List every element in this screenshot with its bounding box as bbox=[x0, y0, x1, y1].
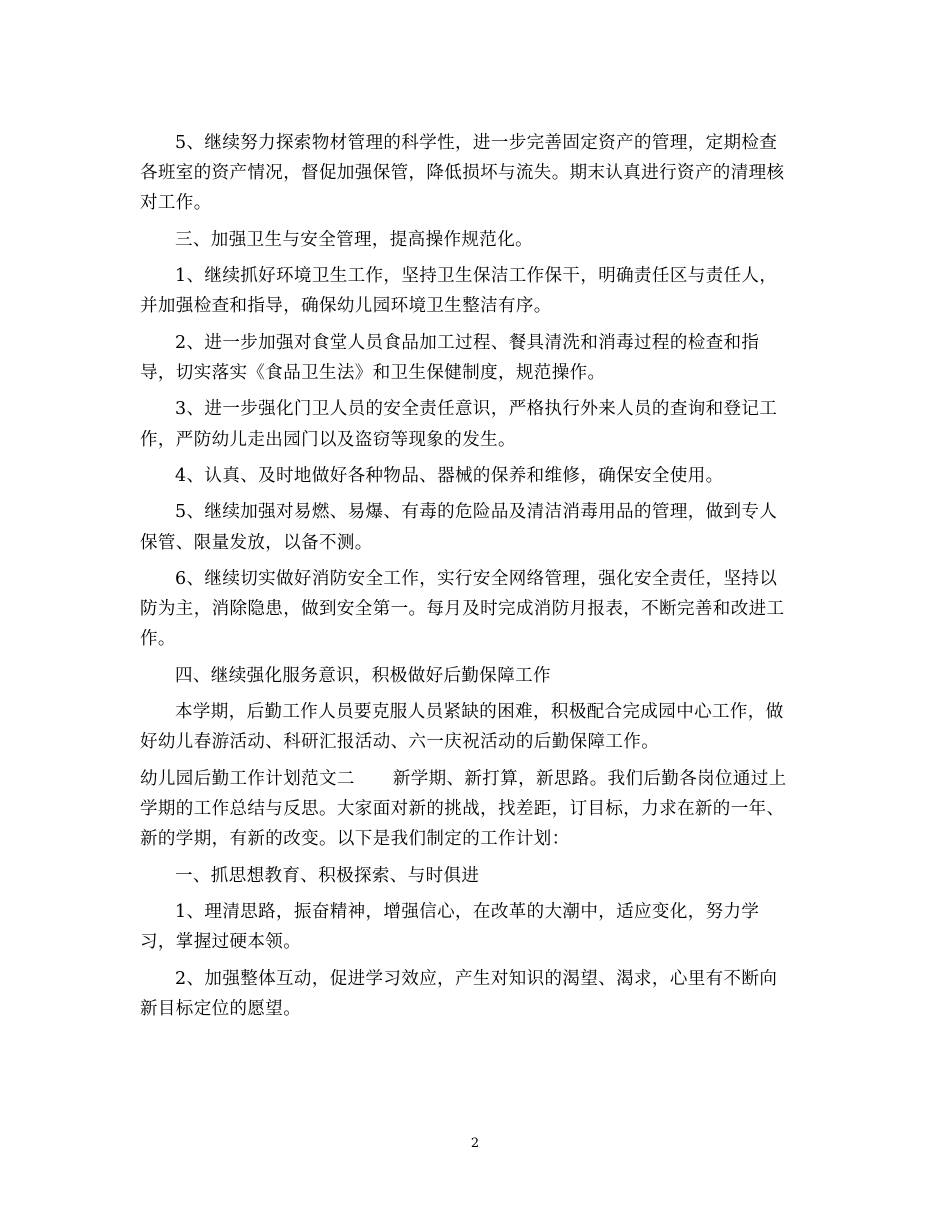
text-line: 6、继续切实做好消防安全工作，实行安全网络管理，强化安全责任，坚持以 bbox=[175, 568, 778, 589]
paragraph bbox=[140, 261, 812, 321]
text-line: 本学期，后勤工作人员要克服人员紧缺的困难，积极配合完成园中心工作，做 bbox=[175, 702, 784, 723]
text-line: 4、认真、及时地做好各种物品、器械的保养和维修，确保安全使用。 bbox=[175, 465, 724, 486]
text-line: 5、继续加强对易燃、易爆、有毒的危险品及清洁消毒用品的管理，做到专人 bbox=[175, 502, 778, 523]
text-line: 1、理清思路，振奋精神，增强信心，在改革的大潮中，适应变化，努力学 bbox=[175, 901, 760, 922]
text-line: 3、进一步强化门卫人员的安全责任意识，严格执行外来人员的查询和登记工 bbox=[175, 399, 778, 420]
section-heading bbox=[140, 661, 812, 691]
paragraph bbox=[140, 897, 812, 957]
text-line: 三、加强卫生与安全管理，提高操作规范化。 bbox=[175, 229, 533, 250]
section-heading bbox=[140, 861, 812, 891]
text-line bbox=[140, 764, 812, 794]
text-line: 新的学期，有新的改变。以下是我们制定的工作计划： bbox=[140, 829, 570, 850]
paragraph bbox=[140, 128, 812, 219]
text-line: 2、进一步加强对食堂人员食品加工过程、餐具清洗和消毒过程的检查和指 bbox=[175, 332, 760, 353]
text-line: 导，切实落实《食品卫生法》和卫生保健制度，规范操作。 bbox=[140, 362, 606, 383]
text-line: 一、抓思想教育、积极探索、与时俱进 bbox=[175, 865, 480, 886]
paragraph bbox=[140, 697, 812, 757]
text-line: 1、继续抓好环境卫生工作，坚持卫生保洁工作保干，明确责任区与责任人， bbox=[175, 266, 778, 287]
paragraph bbox=[140, 964, 812, 1024]
text-line: 对工作。 bbox=[140, 193, 212, 214]
text-line: 作。 bbox=[140, 629, 176, 650]
section-heading bbox=[140, 225, 812, 255]
page-number: 2 bbox=[470, 1136, 480, 1151]
text-line: 保管、限量发放，以备不测。 bbox=[140, 532, 373, 553]
text-line: 学期的工作总结与反思。大家面对新的挑战，找差距，订目标，力求在新的一年、 bbox=[140, 798, 785, 819]
text-line: 新目标定位的愿望。 bbox=[140, 998, 302, 1019]
text-line: 2、加强整体互动，促进学习效应，产生对知识的渴望、渴求，心里有不断向 bbox=[175, 968, 778, 989]
paragraph bbox=[140, 328, 812, 388]
text-line: 习，掌握过硬本领。 bbox=[140, 932, 302, 953]
paragraph bbox=[140, 497, 812, 557]
text-line: 四、继续强化服务意识，积极做好后勤保障工作 bbox=[175, 665, 551, 686]
text-line: 各班室的资产情况，督促加强保管，降低损坏与流失。期末认真进行资产的清理核 bbox=[140, 163, 785, 184]
section-intro bbox=[140, 764, 812, 855]
text-line: 作，严防幼儿走出园门以及盗窃等现象的发生。 bbox=[140, 429, 516, 450]
text-line: 并加强检查和指导，确保幼儿园环境卫生整洁有序。 bbox=[140, 296, 552, 317]
text-line: 5、继续努力探索物材管理的科学性，进一步完善固定资产的管理，定期检查 bbox=[175, 133, 778, 153]
paragraph bbox=[140, 461, 812, 491]
document-body bbox=[140, 128, 812, 1030]
paragraph bbox=[140, 564, 812, 655]
section-title: 幼儿园后勤工作计划范文二 bbox=[140, 768, 355, 789]
text-line: 好幼儿春游活动、科研汇报活动、六一庆祝活动的后勤保障工作。 bbox=[140, 732, 660, 753]
intro-text: 新学期、新打算，新思路。我们后勤各岗位通过上 bbox=[392, 768, 787, 789]
paragraph bbox=[140, 394, 812, 454]
text-line: 防为主，消除隐患，做到安全第一。每月及时完成消防月报表，不断完善和改进工 bbox=[140, 599, 785, 620]
